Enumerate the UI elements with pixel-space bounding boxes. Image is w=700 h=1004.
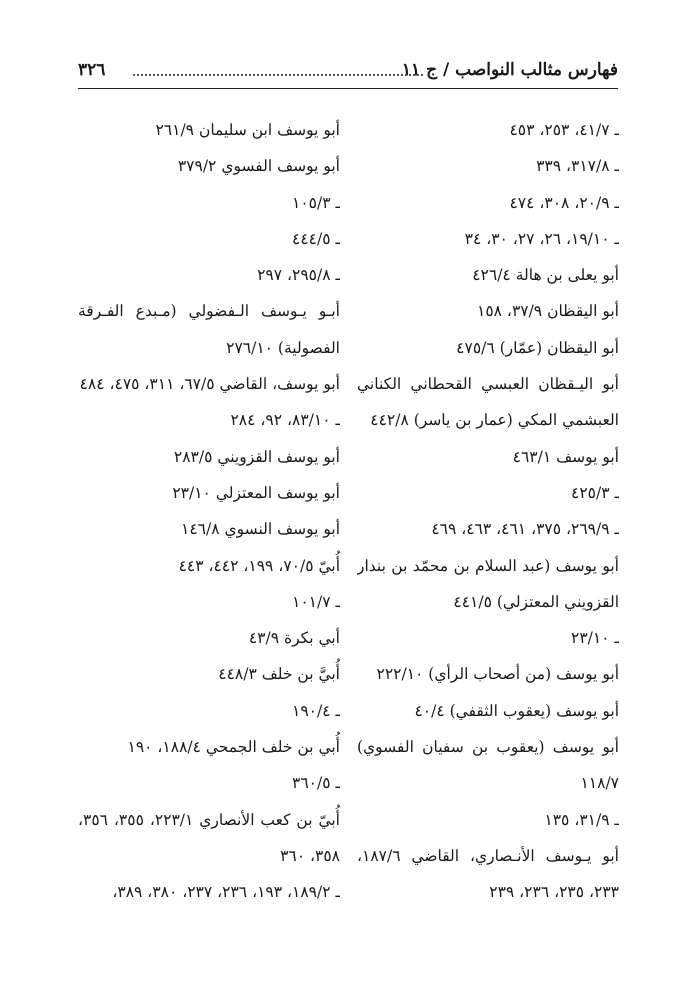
index-entry-line: أبو يوسف ابن سليمان ٢٦١/٩ bbox=[155, 121, 340, 139]
index-entry-line: أبو يوسف المعتزلي ٢٣/١٠ bbox=[172, 483, 340, 502]
index-entry-line: العبشمي المكي (عمار بن ياسر) ٤٤٢/٨ bbox=[370, 411, 619, 430]
index-entry-line: ـ ١٩٠/٤ bbox=[292, 701, 340, 720]
index-entry-line: أبو يـوسف الأنـصاري، القاضي ١٨٧/٦، bbox=[357, 846, 619, 865]
index-entry-line: ـ ٨٣/١٠، ٩٢، ٢٨٤ bbox=[230, 411, 340, 430]
index-entry-line: ٣٥٨، ٣٦٠ bbox=[280, 846, 340, 865]
index-entry-line: ـ ١٩/١٠، ٢٦، ٢٧، ٣٠، ٣٤ bbox=[464, 229, 619, 248]
index-entry-line: ـ ٢٩٥/٨، ٢٩٧ bbox=[257, 266, 340, 285]
index-entry-line: ـ ١٠١/٧ bbox=[292, 592, 340, 611]
index-entry-line: أبو اليـقظان العبسي القحطاني الكناني bbox=[357, 375, 619, 394]
index-entry-line: أبو اليقظان (عمّار) ٤٧٥/٦ bbox=[456, 338, 619, 357]
running-title: فهارس مثالب النواصب / ج ١١ bbox=[401, 60, 618, 80]
index-entry-line: ـ ٣٦٠/٥ bbox=[292, 774, 340, 793]
index-entry-line: ـ ٣١٧/٨، ٣٣٩ bbox=[536, 157, 619, 176]
dotted-leader bbox=[133, 74, 423, 76]
index-entry-line: ـ ٢٠/٩، ٣٠٨، ٤٧٤ bbox=[509, 193, 619, 212]
index-entry-line: أبو يوسف، القاضي ٦٧/٥، ٣١١، ٤٧٥، ٤٨٤ bbox=[79, 375, 340, 394]
index-entry-line: أُبي بن خلف الجمحي ١٨٨/٤، ١٩٠ bbox=[127, 738, 340, 757]
index-entry-line: أبو يوسف (يعقوب الثقفي) ٤٠/٤ bbox=[414, 701, 619, 720]
index-entry-line: أبو يوسف (من أصحاب الرأي) ٢٢٢/١٠ bbox=[376, 665, 619, 684]
index-entry-line: ـ ٣١/٩، ١٣٥ bbox=[544, 810, 619, 829]
index-entry-line: أُبيّ ٧٠/٥، ١٩٩، ٤٤٢، ٤٤٣ bbox=[178, 556, 340, 575]
index-entry-line: ـ ٤٤٤/٥ bbox=[292, 229, 340, 248]
index-column-right bbox=[357, 112, 619, 911]
index-entry-line: ـ ٤١/٧، ٢٥٣، ٤٥٣ bbox=[509, 121, 619, 139]
index-column-left bbox=[78, 112, 340, 911]
index-entry-line: ١١٨/٧ bbox=[580, 774, 619, 793]
index-entry-line: القزويني المعتزلي) ٤٤١/٥ bbox=[453, 592, 619, 611]
index-entry-line: أبو يوسف (عبد السلام بن محمّد بن بندار bbox=[357, 556, 619, 575]
index-entry-line: أبو يوسف القزويني ٢٨٣/٥ bbox=[173, 447, 340, 466]
index-entry-line: أبو اليقظان ٣٧/٩، ١٥٨ bbox=[477, 302, 619, 321]
index-entry-line: ـ ٤٢٥/٣ bbox=[571, 483, 619, 502]
index-entry-line: أبو يوسف الفسوي ٣٧٩/٢ bbox=[177, 157, 340, 176]
index-entry-line: أبـو يـوسف الـفضولي (مـبدع الفـرقة bbox=[78, 302, 340, 321]
index-entry-line: أبو يوسف (يعقوب بن سفيان الفسوي) bbox=[357, 738, 619, 757]
index-entry-line: ٢٣٣، ٢٣٥، ٢٣٦، ٢٣٩ bbox=[489, 883, 619, 902]
index-entry-line: ـ ٢٣/١٠ bbox=[571, 629, 619, 648]
index-entry-line: أُبيَّ بن خلف ٤٤٨/٣ bbox=[218, 665, 340, 684]
page-number: ٣٢٦ bbox=[78, 60, 106, 80]
index-entry-line: أبي بكرة ٤٣/٩ bbox=[248, 629, 340, 648]
index-entry-line: أبو يعلى بن هالة ٤٢٦/٤ bbox=[472, 266, 619, 285]
index-entry-line: أبو يوسف ٤٦٣/١ bbox=[512, 447, 619, 466]
page-header bbox=[78, 58, 618, 89]
index-entry-line: أُبيّ بن كعب الأنصاري ٢٢٣/١، ٣٥٥، ٣٥٦، bbox=[78, 810, 340, 829]
index-entry-line: الفصولية) ٢٧٦/١٠ bbox=[226, 338, 340, 357]
index-entry-line: ـ ٢٦٩/٩، ٣٧٥، ٤٦١، ٤٦٣، ٤٦٩ bbox=[431, 520, 619, 539]
index-entry-line: ـ ١٨٩/٢، ١٩٣، ٢٣٦، ٢٣٧، ٣٨٠، ٣٨٩، bbox=[112, 883, 340, 902]
index-entry-line: أبو يوسف النسوي ١٤٦/٨ bbox=[181, 520, 340, 539]
index-entry-line: ـ ١٠٥/٣ bbox=[292, 193, 340, 212]
